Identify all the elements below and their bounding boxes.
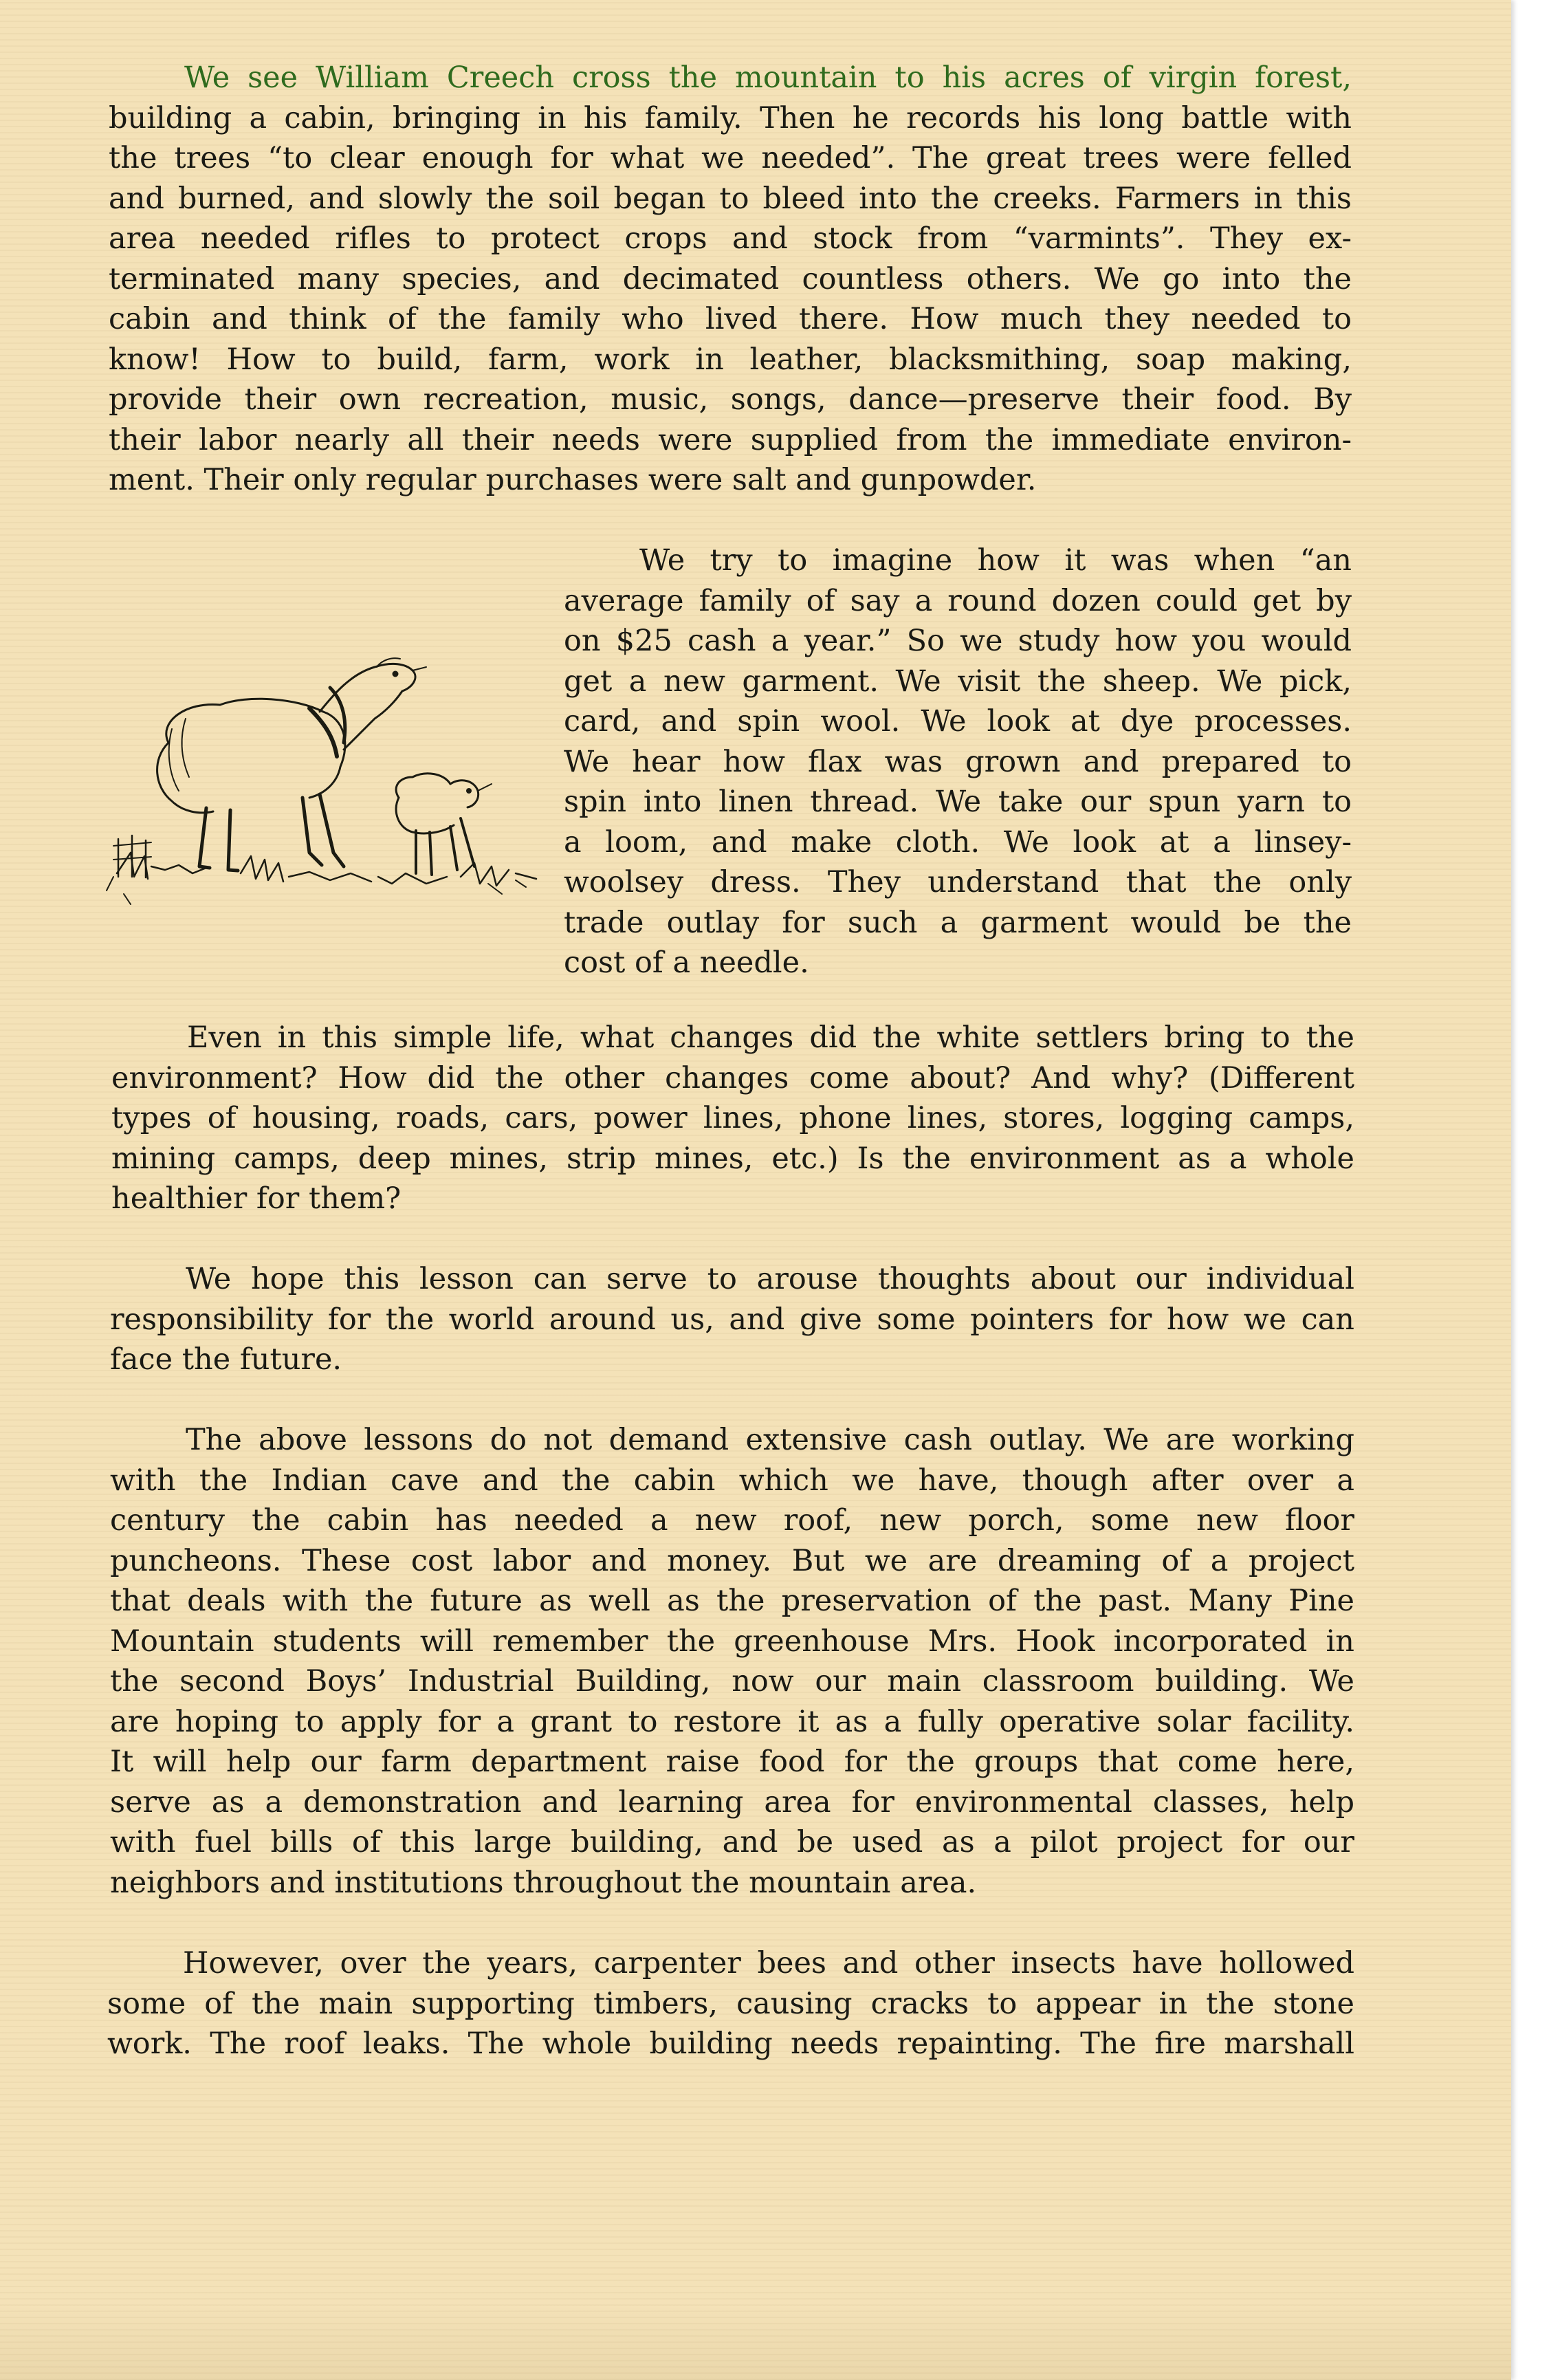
text-line: responsibility for the world around us, and give some pointers for how we can [110,1302,1354,1337]
text-line: building a cabin, bringing in his family. Then he records his long battle with [109,100,1352,135]
text-line: a loom, and make cloth. We look at a linsey- [564,825,1352,860]
text-line: We hear how flax was grown and prepared to [564,744,1352,779]
text-line: woolsey dress. They understand that the only [564,865,1352,899]
text-line: Mountain students will remember the greenhouse Mrs. Hook incorporated in [110,1624,1354,1659]
paragraph-building-repairs [107,1943,1354,2064]
text-line: provide their own recreation, music, songs, dance—preserve their food. By [109,382,1352,417]
text-line: know! How to build, farm, work in leather, blacksmithing, soap making, [109,342,1352,377]
text-line: healthier for them? [111,1181,402,1216]
text-line: that deals with the future as well as the preservation of the past. Many Pine [110,1584,1354,1618]
text-line: neighbors and institutions throughout the mountain area. [110,1865,977,1900]
text-line: cabin and think of the family who lived there. How much they needed to [109,302,1352,336]
paragraph-environment-changes [111,1018,1354,1219]
text-line: mining camps, deep mines, strip mines, etc.) Is the environment as a whole [111,1141,1354,1176]
text-line: We see William Creech cross the mountain to his acres of virgin forest, [184,61,1352,95]
text-line: get a new garment. We visit the sheep. We pick, [564,664,1352,699]
sheep-and-lamb-illustration [103,646,557,921]
text-line: work. The roof leaks. The whole building needs repainting. The fire marshall [107,2027,1354,2061]
text-line: cost of a needle. [564,946,809,980]
text-line: and burned, and slowly the soil began to bleed into the creeks. Farmers in this [109,181,1352,216]
text-line: some of the main supporting timbers, causing cracks to appear in the stone [107,1986,1354,2021]
text-line: ment. Their only regular purchases were salt and gunpowder. [109,463,1037,497]
text-line: on $25 cash a year.” So we study how you would [564,624,1352,658]
text-line: their labor nearly all their needs were supplied from the immediate environ- [109,422,1352,457]
text-line: the second Boys’ Industrial Building, now our main classroom building. We [110,1664,1354,1699]
text-line: types of housing, roads, cars, power lines, phone lines, stores, logging camps, [111,1101,1354,1135]
paragraph-william-creech [109,58,1352,501]
text-line: environment? How did the other changes come about? And why? (Different [111,1060,1354,1095]
text-line: It will help our farm department raise food for the groups that come here, [110,1745,1354,1779]
text-line: are hoping to apply for a grant to restore it as a fully operative solar facility. [110,1704,1354,1739]
text-line: trade outlay for such a garment would be the [564,905,1352,940]
text-line: average family of say a round dozen could get by [564,583,1352,618]
text-line: However, over the years, carpenter bees and other insects have hollowed [183,1946,1354,1980]
text-line: terminated many species, and decimated countless others. We go into the [109,261,1352,296]
paragraph-lesson-hope [110,1259,1354,1380]
text-line: with fuel bills of this large building, and be used as a pilot project for our [110,1825,1354,1859]
text-line: We try to imagine how it was when “an [639,543,1352,578]
paragraph-garment-study [564,541,1352,983]
paragraph-greenhouse-project [110,1420,1354,1903]
text-line: The above lessons do not demand extensive cash outlay. We are working [186,1423,1354,1457]
text-line: the trees “to clear enough for what we needed”. The great trees were felled [109,141,1352,175]
text-line: puncheons. These cost labor and money. But we are dreaming of a project [110,1543,1354,1578]
text-line: card, and spin wool. We look at dye processes. [564,704,1352,739]
text-line: face the future. [110,1342,342,1377]
text-line: serve as a demonstration and learning area for environmental classes, help [110,1784,1354,1820]
text-line: We hope this lesson can serve to arouse thoughts about our individual [186,1262,1354,1296]
text-line: Even in this simple life, what changes did the white settlers bring to the [187,1020,1354,1055]
text-line: spin into linen thread. We take our spun yarn to [564,785,1352,819]
text-line: with the Indian cave and the cabin which we have, though after over a [110,1463,1354,1498]
paper-shadow [0,2304,1511,2380]
text-line: century the cabin has needed a new roof, new porch, some new floor [110,1503,1354,1538]
text-line: area needed rifles to protect crops and stock from “varmints”. They ex- [109,221,1352,256]
